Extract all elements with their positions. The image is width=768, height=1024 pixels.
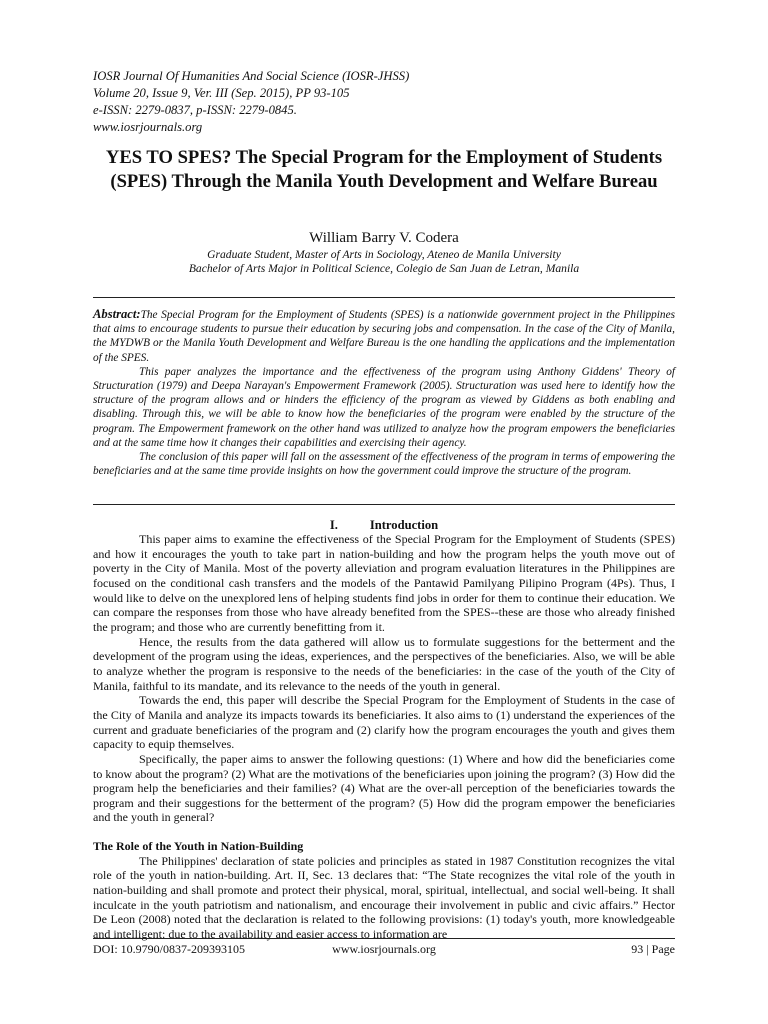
footer-website: www.iosrjournals.org	[332, 942, 436, 956]
section-title: Introduction	[369, 518, 439, 532]
abstract-bottom-rule	[93, 504, 675, 505]
footer-doi: DOI: 10.9790/0837-209393105	[93, 942, 245, 956]
author-affiliations	[93, 248, 675, 276]
section-number: I.	[329, 518, 338, 532]
body-paragraph: Hence, the results from the data gathered will allow us to formulate suggestions for the betterment and the development of the program using the ideas, experiences, and the perspectives of the beneficiaries. Also, we will be able to analyze whether the program is responsive to the needs of the beneficiaries: in the case of the youth of the City of Manila, faithful to its mandate, and its relevance to the needs of the youth in general.	[93, 634, 675, 693]
journal-name: IOSR Journal Of Humanities And Social Science (IOSR-JHSS)	[93, 69, 410, 83]
body-paragraph: Specifically, the paper aims to answer the following questions: (1) Where and how did the beneficiaries come to know about the program? (2) What are the motivations of the beneficiaries upon joining the program? (3) How did the program help the beneficiaries and their families? (4) What are the over-all perception of the beneficiaries towards the program and their suggestions for the betterment of the program? (5) How did the program empower the beneficiaries and the youth in general?	[93, 751, 675, 825]
body-paragraph: The Philippines' declaration of state policies and principles as stated in 1987 Constitution recognizes the vital role of the youth in nation-building. Art. II, Sec. 13 declares that: “The State recognizes the vital role of the youth in nation-building and shall promote and protect their physical, moral, spiritual, intellectual, and social well-being. It shall inculcate in the youth patriotism and nationalism, and encourage their involvement in public and civic affairs.” Hector De Leon (2008) noted that the declaration is related to the following provisions: (1) today's youth, more knowledgeable and intelligent: due to the availability and easier access to information are	[93, 853, 675, 942]
abstract-paragraph-3: The conclusion of this paper will fall on the assessment of the effectiveness of the program in terms of empowering the beneficiaries and at the same time provide insights on how the government could improve the structure of the program.	[93, 451, 675, 478]
journal-website: www.iosrjournals.org	[93, 120, 203, 134]
affiliation-2: Bachelor of Arts Major in Political Science, Colegio de San Juan de Letran, Manila	[188, 262, 580, 275]
body-paragraph: Towards the end, this paper will describe the Special Program for the Employment of Students in the case of the City of Manila and analyze its impacts towards its beneficiaries. It also aims to (1) understand the experiences of the current and graduate beneficiaries of the program and (2) clarify how the program encourages the youth and gives them capacity to equip themselves.	[93, 693, 675, 752]
abstract-top-rule	[93, 297, 675, 298]
subsection-heading: The Role of the Youth in Nation-Building	[93, 839, 304, 854]
abstract-paragraph-1: The Special Program for the Employment of Students (SPES) is a nationwide government project in the Philippines that aims to encourage students to pursue their education by securing jobs and compensation. In the case of the City of Manila, the MYDWB or the Manila Youth Development and Welfare Bureau is the one handling the applications and the implementation of the SPES.	[93, 309, 675, 364]
paper-title: YES TO SPES? The Special Program for the Employment of Students (SPES) Through the Manila Youth Development and Welfare Bureau	[105, 147, 663, 192]
journal-volume: Volume 20, Issue 9, Ver. III (Sep. 2015), PP 93-105	[93, 86, 350, 100]
body-paragraph: This paper aims to examine the effectiveness of the Special Program for the Employment of Students (SPES) and how it encourages the youth to take part in nation-building and how the program helps the youth move out of poverty in the City of Manila. Most of the poverty alleviation and program evaluation literatures in the Philippines are focused on the conditional cash transfers and the models of the Pantawid Pamilyang Pilipino Program (4Ps). Thus, I would like to delve on the unexplored lens of helping students find jobs in order for them to continue their education. We can compare the responses from those who have already benefited from the SPES--these are those who already finished the program; and those who are currently benefitting from it.	[93, 532, 675, 634]
footer-rule	[93, 938, 675, 939]
abstract	[93, 307, 675, 478]
affiliation-1: Graduate Student, Master of Arts in Sociology, Ateneo de Manila University	[207, 248, 561, 261]
abstract-paragraph-2: This paper analyzes the importance and the effectiveness of the program using Anthony Giddens' Theory of Structuration (1979) and Deepa Narayan's Empowerment Framework (2005). Structuration was used here to identify how the structure of the program allows and or hinders the efficiency of the program as viewed by Giddens as both enabling and disabling. Through this, we will be able to know how the beneficiaries of the program were enabled by the structure of the program. The Empowerment framework on the other hand was utilized to analyze how the program empowers the beneficiaries and at the same time how it changes their capabilities and exercising their agency.	[93, 365, 675, 449]
footer-page-number: 93 | Page	[631, 942, 675, 956]
journal-issn: e-ISSN: 2279-0837, p-ISSN: 2279-0845.	[93, 103, 297, 117]
abstract-label: Abstract:	[93, 307, 141, 321]
author-name: William Barry V. Codera	[309, 230, 459, 246]
section-heading	[93, 518, 675, 533]
body-text	[93, 532, 675, 942]
journal-header	[93, 68, 693, 136]
